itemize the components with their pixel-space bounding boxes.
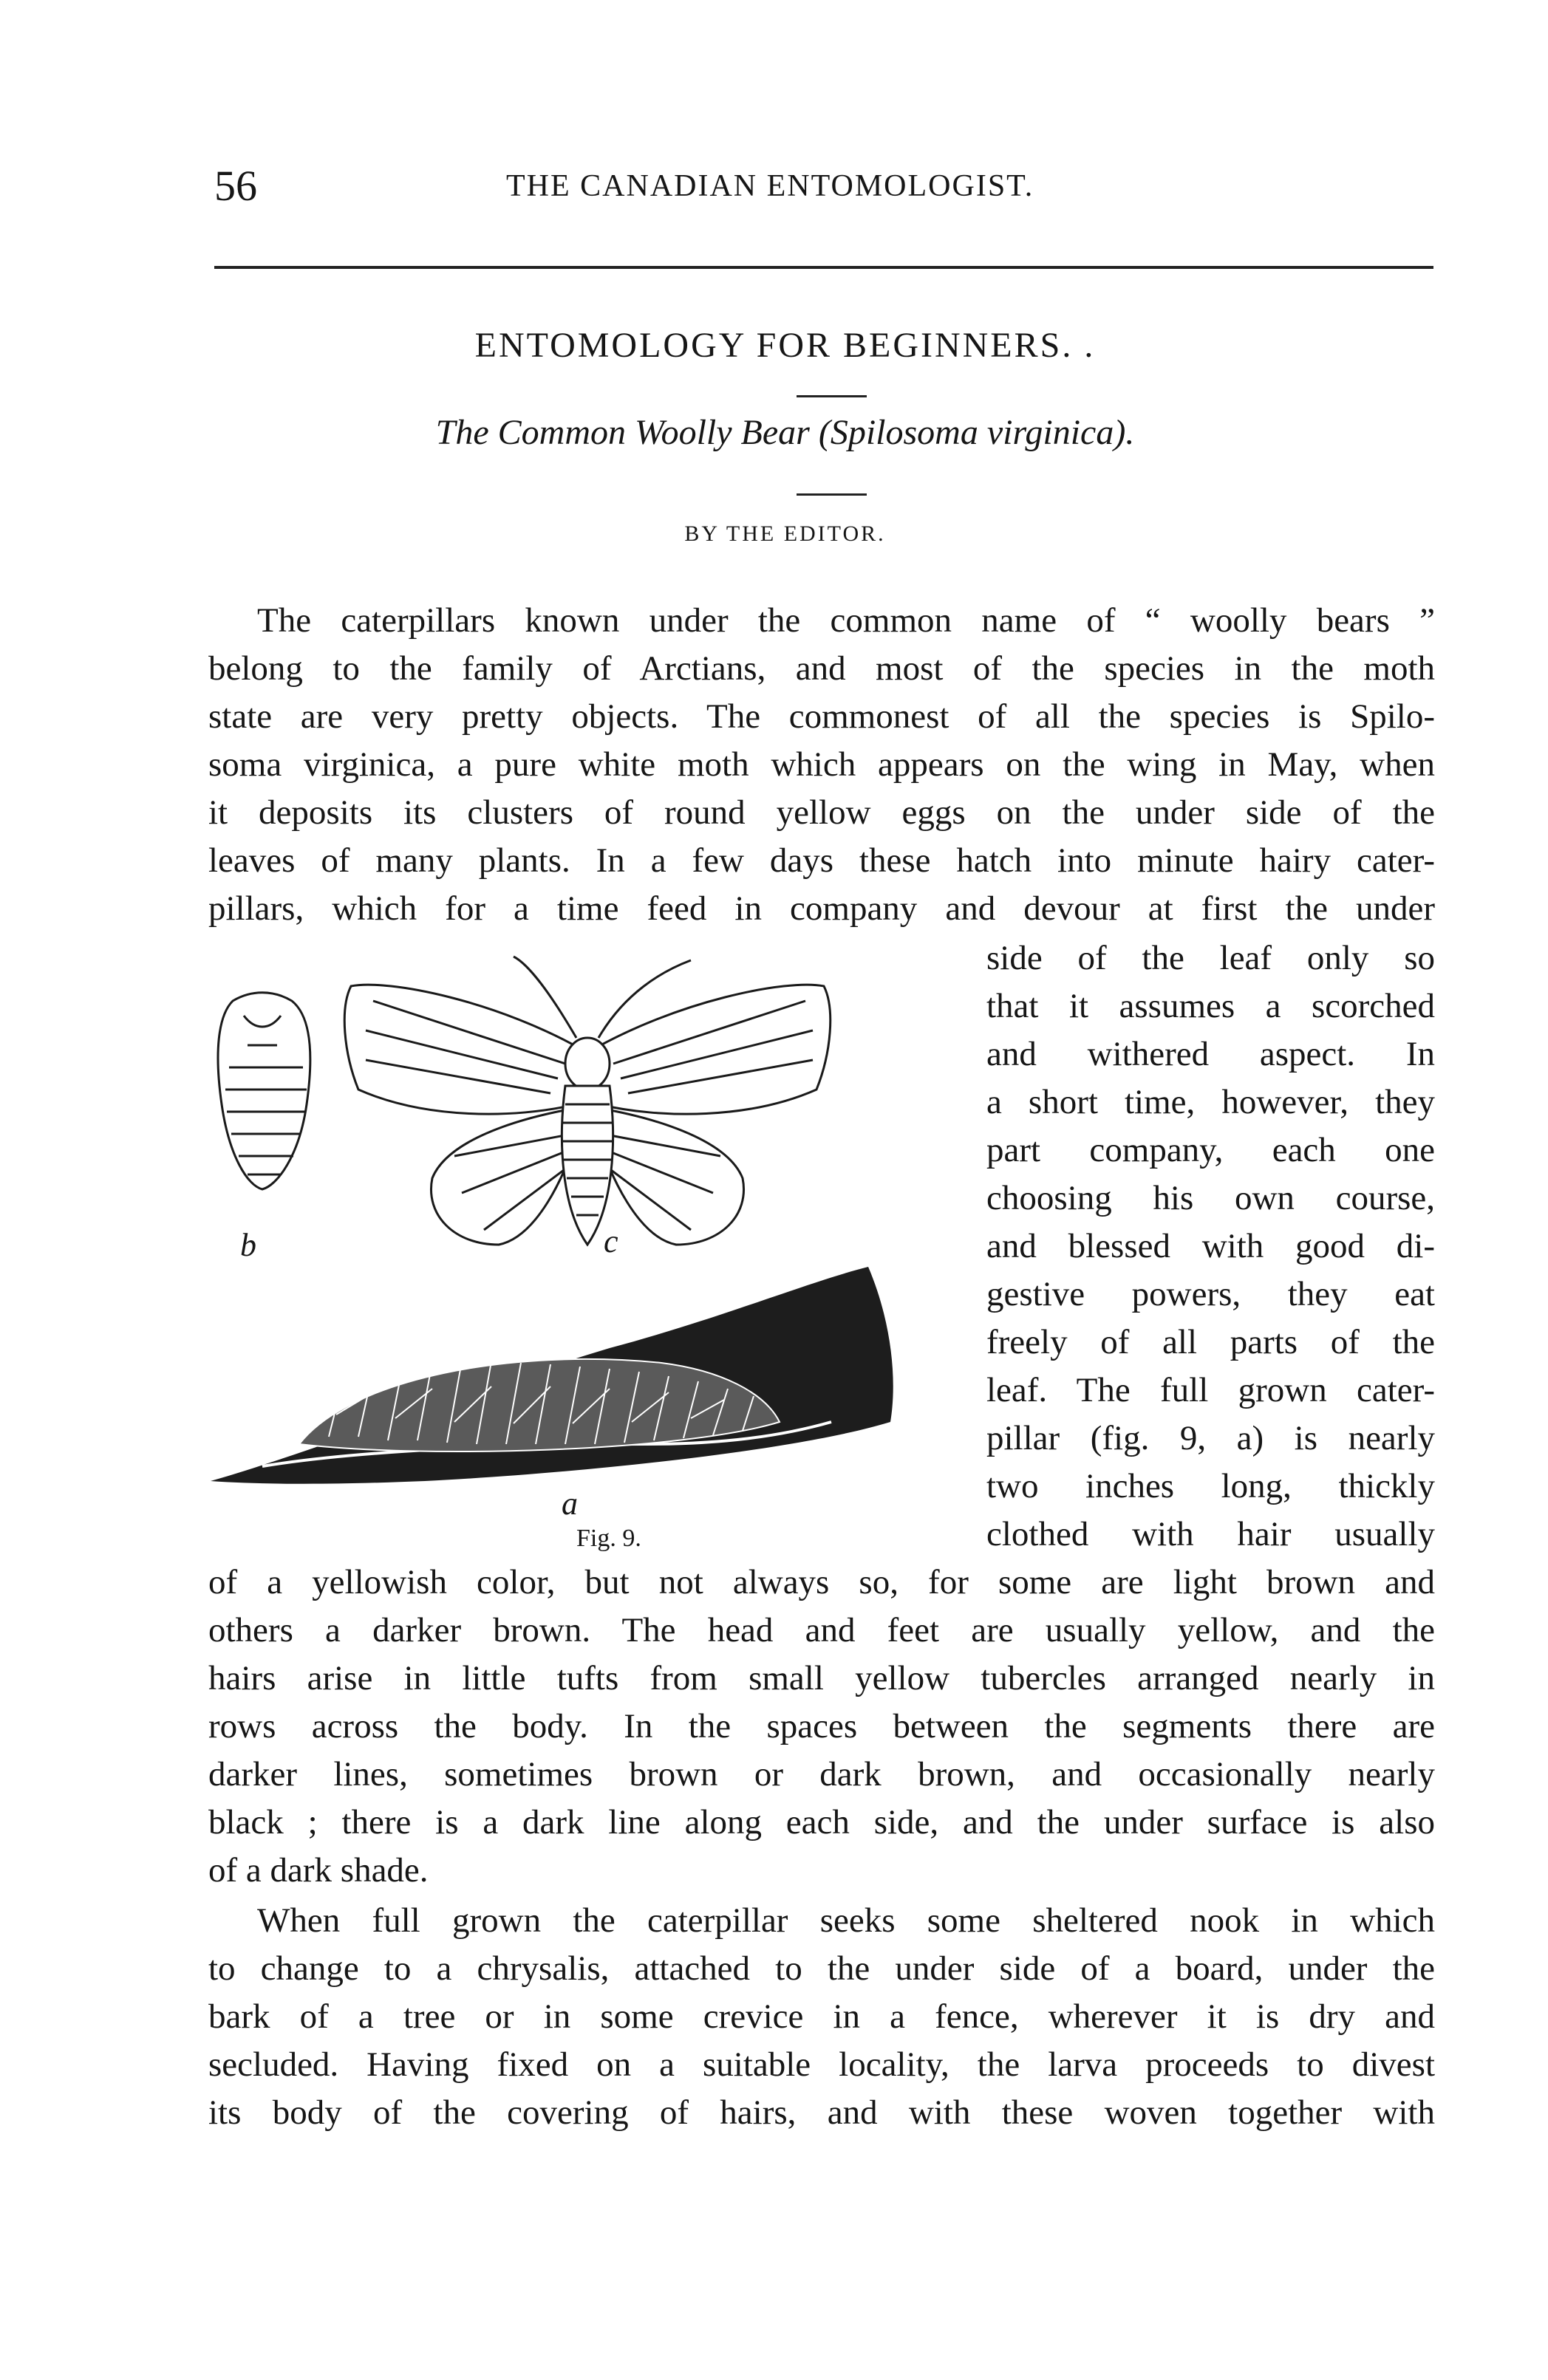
paragraph-1-side bbox=[986, 934, 1435, 1559]
moth-drawing bbox=[344, 957, 830, 1245]
running-title: THE CANADIAN ENTOMOLOGIST. bbox=[506, 169, 1034, 203]
text-line: side of the leaf only so bbox=[986, 939, 1435, 977]
text-line: When full grown the caterpillar seeks some sheltered nook in which bbox=[257, 1901, 1435, 1940]
page-number: 56 bbox=[214, 162, 257, 210]
figure-label-c: c bbox=[604, 1223, 618, 1259]
figure-label-a: a bbox=[562, 1485, 578, 1522]
text-line: hairs arise in little tufts from small yellow tubercles arranged nearly in bbox=[208, 1659, 1435, 1697]
text-line: The caterpillars known under the common name of “ woolly bears ” bbox=[257, 601, 1435, 640]
text-line: rows across the body. In the spaces between the segments there are bbox=[208, 1707, 1435, 1745]
text-line: leaf. The full grown cater- bbox=[986, 1371, 1435, 1409]
figure-9 bbox=[203, 934, 979, 1570]
text-line: part company, each one bbox=[986, 1131, 1435, 1169]
text-line: to change to a chrysalis, attached to the under side of a board, under the bbox=[208, 1949, 1435, 1988]
text-line: and blessed with good di- bbox=[986, 1227, 1435, 1265]
text-line: soma virginica, a pure white moth which appears on the wing in May, when bbox=[208, 745, 1435, 784]
text-line: others a darker brown. The head and feet are usually yellow, and the bbox=[208, 1611, 1435, 1649]
text-line: of a yellowish color, but not always so, for some are light brown and bbox=[208, 1563, 1435, 1601]
text-line: clothed with hair usually bbox=[986, 1515, 1435, 1553]
caterpillar-on-leaf-drawing bbox=[211, 1267, 893, 1484]
text-line: state are very pretty objects. The commonest of all the species is Spilo- bbox=[208, 697, 1435, 736]
figure-label-b: b bbox=[240, 1227, 256, 1263]
text-line: and withered aspect. In bbox=[986, 1035, 1435, 1073]
header-rule bbox=[214, 266, 1433, 269]
text-line: a short time, however, they bbox=[986, 1083, 1435, 1121]
article-subtitle: The Common Woolly Bear (Spilosoma virginica). bbox=[435, 413, 1135, 452]
subtitle-rule bbox=[797, 493, 867, 496]
figure-illustration bbox=[203, 934, 979, 1570]
text-line: gestive powers, they eat bbox=[986, 1275, 1435, 1313]
text-line: two inches long, thickly bbox=[986, 1467, 1435, 1505]
text-line: pillars, which for a time feed in company and devour at first the under bbox=[208, 889, 1435, 928]
paragraph-2 bbox=[208, 1897, 1435, 2137]
text-line: that it assumes a scorched bbox=[986, 987, 1435, 1025]
text-line: its body of the covering of hairs, and with these woven together with bbox=[208, 2093, 1435, 2132]
chrysalis-drawing bbox=[218, 993, 310, 1189]
text-line: of a dark shade. bbox=[208, 1851, 429, 1890]
text-line: darker lines, sometimes brown or dark brown, and occasionally nearly bbox=[208, 1755, 1435, 1793]
paragraph-2-lines bbox=[208, 1897, 1435, 2137]
text-line: freely of all parts of the bbox=[986, 1323, 1435, 1361]
figure-caption: Fig. 9. bbox=[576, 1525, 641, 1552]
section-title: ENTOMOLOGY FOR BEGINNERS. . bbox=[474, 326, 1096, 365]
paragraph-1-top bbox=[208, 597, 1435, 933]
title-rule bbox=[797, 395, 867, 397]
text-line: belong to the family of Arctians, and most of the species in the moth bbox=[208, 649, 1435, 688]
text-line: black ; there is a dark line along each side, and the under surface is also bbox=[208, 1803, 1435, 1842]
text-line: leaves of many plants. In a few days these hatch into minute hairy cater- bbox=[208, 841, 1435, 880]
text-line: bark of a tree or in some crevice in a fence, wherever it is dry and bbox=[208, 1997, 1435, 2036]
page-header bbox=[214, 161, 1441, 228]
text-line: choosing his own course, bbox=[986, 1179, 1435, 1217]
paragraph-1-side-lines bbox=[986, 934, 1435, 1559]
paragraph-1-tail-lines bbox=[208, 1559, 1435, 1895]
text-line: secluded. Having fixed on a suitable locality, the larva proceeds to divest bbox=[208, 2045, 1435, 2084]
text-line: it deposits its clusters of round yellow eggs on the under side of the bbox=[208, 793, 1435, 832]
paragraph-1-tail bbox=[208, 1559, 1435, 1895]
paragraph-1-lines bbox=[208, 597, 1435, 933]
text-line: pillar (fig. 9, a) is nearly bbox=[986, 1419, 1435, 1457]
byline: BY THE EDITOR. bbox=[684, 522, 886, 546]
